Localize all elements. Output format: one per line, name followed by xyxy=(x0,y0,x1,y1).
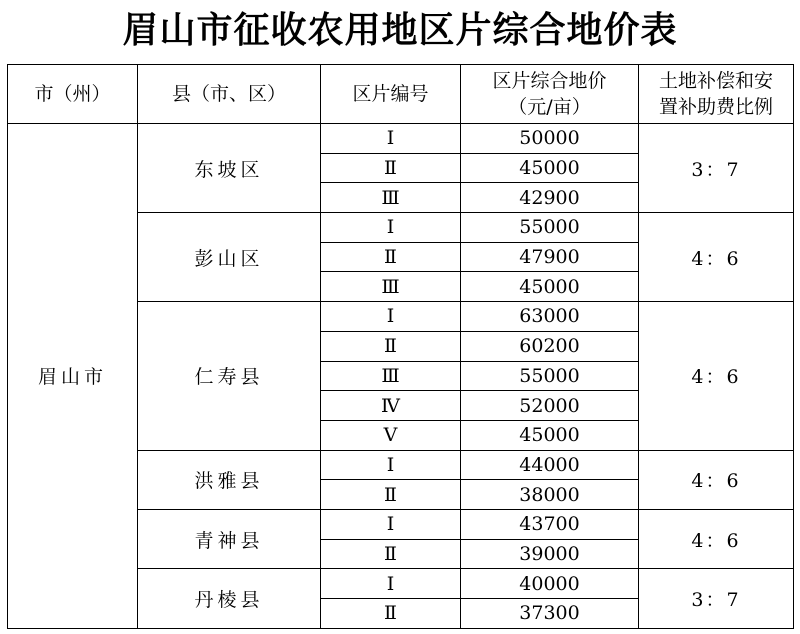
ratio-cell: 4：6 xyxy=(639,302,794,450)
zone-cell: Ⅱ xyxy=(321,480,461,510)
zone-cell: Ⅲ xyxy=(321,183,461,213)
header-ratio xyxy=(639,65,794,124)
price-cell: 45000 xyxy=(461,272,639,302)
ratio-cell: 4：6 xyxy=(639,450,794,509)
county-cell: 东坡区 xyxy=(138,124,321,213)
zone-cell: Ⅳ xyxy=(321,391,461,421)
zone-cell: Ⅰ xyxy=(321,569,461,599)
zone-cell: Ⅱ xyxy=(321,242,461,272)
zone-cell: Ⅰ xyxy=(321,450,461,480)
table-body xyxy=(8,124,794,629)
header-zone: 区片编号 xyxy=(321,65,461,124)
county-cell: 丹棱县 xyxy=(138,569,321,628)
header-price-line1: 区片综合地价 xyxy=(492,70,607,92)
price-cell: 45000 xyxy=(461,420,639,450)
price-cell: 44000 xyxy=(461,450,639,480)
price-cell: 42900 xyxy=(461,183,639,213)
zone-cell: Ⅰ xyxy=(321,124,461,154)
zone-cell: Ⅱ xyxy=(321,599,461,629)
zone-cell: Ⅱ xyxy=(321,153,461,183)
zone-cell: Ⅱ xyxy=(321,539,461,569)
ratio-cell: 4：6 xyxy=(639,213,794,302)
ratio-cell: 3：7 xyxy=(639,569,794,628)
price-cell: 63000 xyxy=(461,302,639,332)
county-cell: 彭山区 xyxy=(138,213,321,302)
zone-cell: Ⅰ xyxy=(321,509,461,539)
zone-cell: Ⅲ xyxy=(321,272,461,302)
zone-cell: Ⅴ xyxy=(321,420,461,450)
price-cell: 55000 xyxy=(461,213,639,243)
zone-cell: Ⅲ xyxy=(321,361,461,391)
page-title: 眉山市征收农用地区片综合地价表 xyxy=(122,10,678,51)
price-cell: 43700 xyxy=(461,509,639,539)
county-cell: 仁寿县 xyxy=(138,302,321,450)
price-cell: 55000 xyxy=(461,361,639,391)
price-cell: 39000 xyxy=(461,539,639,569)
county-cell: 洪雅县 xyxy=(138,450,321,509)
city-cell: 眉山市 xyxy=(8,124,138,629)
price-cell: 50000 xyxy=(461,124,639,154)
header-ratio-line1: 土地补偿和安 xyxy=(658,70,773,92)
price-cell: 52000 xyxy=(461,391,639,421)
zone-cell: Ⅱ xyxy=(321,331,461,361)
ratio-cell: 3：7 xyxy=(639,124,794,213)
zone-cell: Ⅰ xyxy=(321,213,461,243)
price-cell: 37300 xyxy=(461,599,639,629)
zone-cell: Ⅰ xyxy=(321,302,461,332)
price-cell: 45000 xyxy=(461,153,639,183)
price-cell: 38000 xyxy=(461,480,639,510)
table-row xyxy=(8,124,794,154)
county-cell: 青神县 xyxy=(138,509,321,568)
price-cell: 60200 xyxy=(461,331,639,361)
header-city: 市（州） xyxy=(8,65,138,124)
price-cell: 47900 xyxy=(461,242,639,272)
header-county: 县（市、区） xyxy=(138,65,321,124)
header-price-line2: （元/亩） xyxy=(508,96,591,118)
header-price xyxy=(461,65,639,124)
ratio-cell: 4：6 xyxy=(639,509,794,568)
header-row xyxy=(8,65,794,124)
land-price-table xyxy=(7,64,794,629)
header-ratio-line2: 置补助费比例 xyxy=(658,96,773,118)
price-cell: 40000 xyxy=(461,569,639,599)
